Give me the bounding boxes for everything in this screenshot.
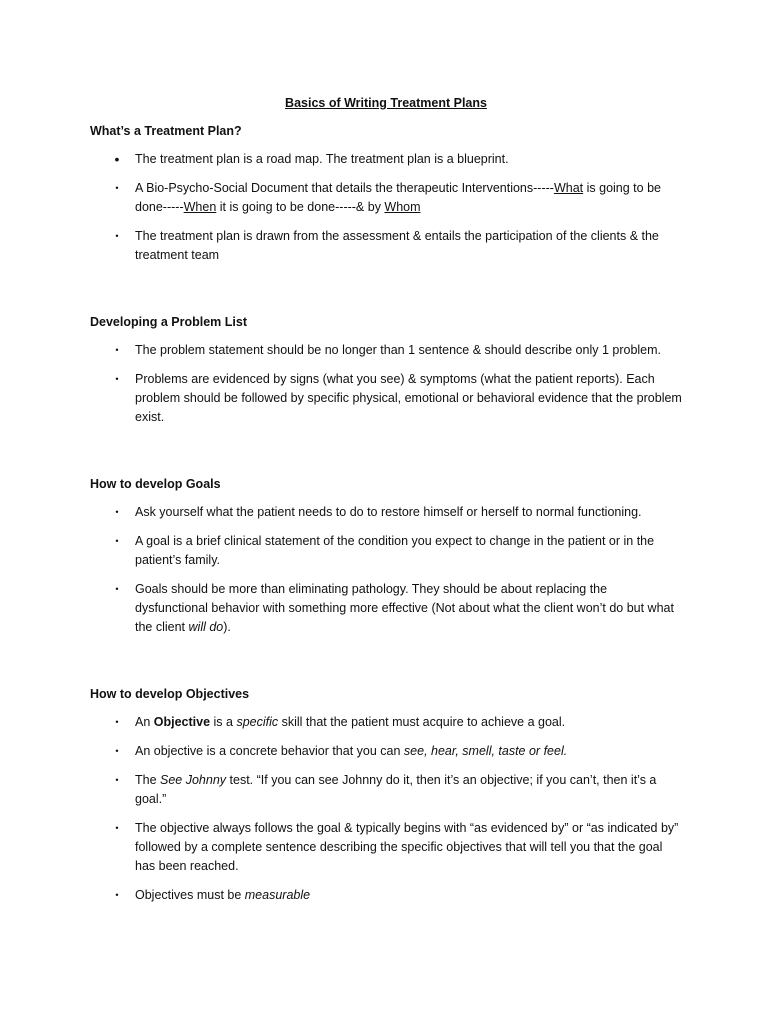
list-item: • A goal is a brief clinical statement of the condition you expect to change in the patient or in the patient’s family. [90,532,682,570]
bullet-icon: • [115,345,119,355]
bullet-icon: • [115,374,119,384]
bullet-icon: • [115,890,119,900]
list-item: • The treatment plan is drawn from the assessment & entails the participation of the clients & the treatment team [90,227,682,265]
list-item: • An objective is a concrete behavior that you can see, hear, smell, taste or feel. [90,742,682,761]
bullet-list-objectives [90,713,682,905]
bullet-icon: • [115,507,119,517]
list-item: • Objectives must be measurable [90,886,682,905]
bullet-icon: • [115,584,119,594]
bullet-icon: • [115,775,119,785]
bullet-icon: • [115,746,119,756]
list-item: • The problem statement should be no longer than 1 sentence & should describe only 1 problem. [90,341,682,360]
section-spacer [90,275,682,313]
bullet-list-goals [90,503,682,637]
list-item: • The See Johnny test. “If you can see Johnny do it, then it’s an objective; if you can’t, then it’s a goal.” [90,771,682,809]
bullet-icon: • [115,231,119,241]
section-heading-treatment-plan: What’s a Treatment Plan? [90,124,242,138]
bullet-icon: • [115,823,119,833]
bullet-icon: • [114,151,120,167]
list-item: • The objective always follows the goal & typically begins with “as evidenced by” or “as indicated by” followed by a complete sentence describing the specific objectives that will tell you that the goal has been reached. [90,819,682,876]
bullet-icon: • [115,717,119,727]
list-item: • An Objective is a specific skill that the patient must acquire to achieve a goal. [90,713,682,732]
bullet-icon: • [115,183,119,193]
document-title: Basics of Writing Treatment Plans [285,96,487,110]
section-spacer [90,437,682,475]
list-item: • The treatment plan is a road map. The treatment plan is a blueprint. [90,150,682,169]
section-heading-problem-list: Developing a Problem List [90,315,247,329]
list-item: • A Bio-Psycho-Social Document that details the therapeutic Interventions-----What is going to be done-----When it is going to be done-----& by Whom [90,179,682,217]
bullet-icon: • [115,536,119,546]
list-item: • Ask yourself what the patient needs to do to restore himself or herself to normal functioning. [90,503,682,522]
section-heading-objectives: How to develop Objectives [90,687,250,701]
bullet-list-problem-list [90,341,682,427]
section-heading-goals: How to develop Goals [90,477,221,491]
bullet-list-treatment-plan [90,150,682,265]
list-item: • Problems are evidenced by signs (what you see) & symptoms (what the patient reports). Each problem should be followed by specific physical, emotional or behavioral evidence that the problem exist. [90,370,682,427]
section-spacer [90,647,682,685]
list-item: • Goals should be more than eliminating pathology. They should be about replacing the dysfunctional behavior with something more effective (Not about what the client won’t do but what the client will do). [90,580,682,637]
